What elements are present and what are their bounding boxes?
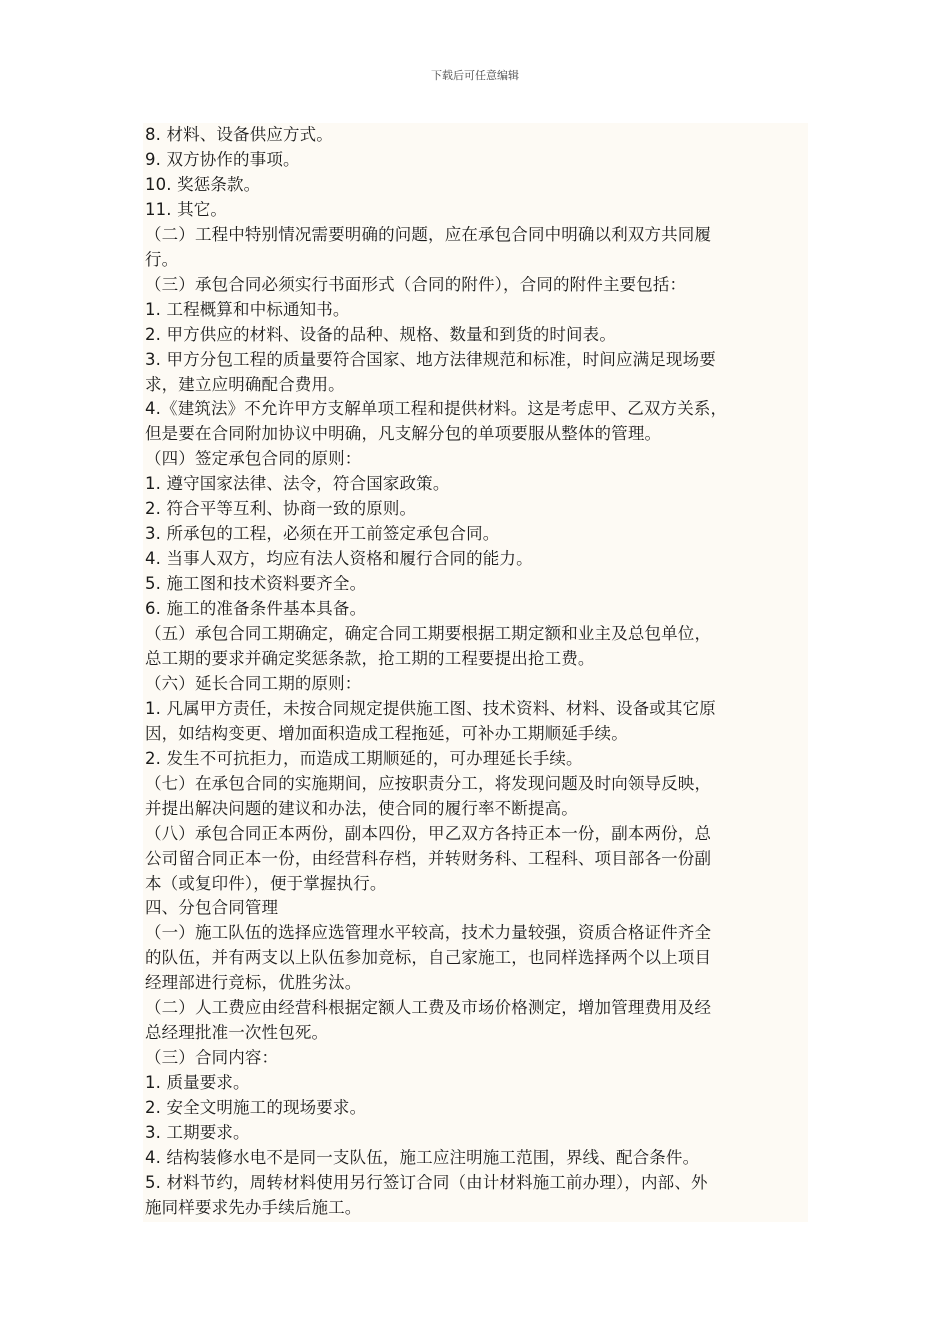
document-line: 4. 当事人双方，均应有法人资格和履行合同的能力。 [145, 549, 533, 569]
document-body [143, 123, 808, 1222]
document-line: （二）工程中特别情况需要明确的问题，应在承包合同中明确以利双方共同履 [145, 224, 712, 244]
document-line: 8. 材料、设备供应方式。 [145, 125, 333, 144]
document-line: （八）承包合同正本两份，副本四份，甲乙双方各持正本一份，副本两份，总 [145, 823, 712, 843]
document-line: 因，如结构变更、增加面积造成工程拖延，可补办工期顺延手续。 [145, 723, 628, 743]
document-line: （三）合同内容： [145, 1048, 279, 1068]
document-line: 本（或复印件），便于掌握执行。 [145, 873, 387, 893]
document-line: （一）施工队伍的选择应选管理水平较高，技术力量较强，资质合格证件齐全 [145, 923, 712, 943]
document-line: 经理部进行竞标，优胜劣汰。 [145, 973, 362, 993]
document-line: （二）人工费应由经营科根据定额人工费及市场价格测定，增加管理费用及经 [145, 998, 712, 1018]
document-line: （四）签定承包合同的原则： [145, 449, 362, 469]
document-line: 5. 施工图和技术资料要齐全。 [145, 574, 367, 594]
document-line: 4. 结构装修水电不是同一支队伍，施工应注明施工范围，界线、配合条件。 [145, 1147, 700, 1167]
document-line: 总工期的要求并确定奖惩条款，抢工期的工程要提出抢工费。 [145, 648, 595, 668]
document-line: （六）延长合同工期的原则： [145, 673, 362, 693]
document-line: 2. 安全文明施工的现场要求。 [145, 1098, 367, 1118]
document-line: 6. 施工的准备条件基本具备。 [145, 599, 367, 619]
document-line: 公司留合同正本一份，由经营科存档，并转财务科、工程科、项目部各一份副 [145, 848, 712, 868]
document-line: 但是要在合同附加协议中明确，凡支解分包的单项要服从整体的管理。 [145, 424, 662, 444]
document-line: （七）在承包合同的实施期间，应按职责分工，将发现问题及时向领导反映， [145, 773, 712, 793]
document-line: 11. 其它。 [145, 199, 228, 219]
document-line: 5. 材料节约，周转材料使用另行签订合同（由计材料施工前办理），内部、外 [145, 1172, 708, 1192]
document-line: （三）承包合同必须实行书面形式（合同的附件），合同的附件主要包括： [145, 274, 687, 294]
document-line: 总经理批准一次性包死。 [145, 1023, 329, 1043]
document-line: 2. 符合平等互利、协商一致的原则。 [145, 499, 417, 519]
document-line: 3. 所承包的工程，必须在开工前签定承包合同。 [145, 524, 500, 544]
document-line: 10. 奖惩条款。 [145, 174, 261, 194]
document-line: 行。 [145, 249, 179, 269]
document-line: 2. 发生不可抗拒力，而造成工期顺延的，可办理延长手续。 [145, 748, 583, 768]
document-line: 施同样要求先办手续后施工。 [145, 1197, 362, 1217]
document-line: 4.《建筑法》不允许甲方支解单项工程和提供材料。这是考虑甲、乙双方关系， [145, 399, 728, 419]
document-line: 求，建立应明确配合费用。 [145, 374, 345, 394]
document-line: 1. 遵守国家法律、法令，符合国家政策。 [145, 474, 450, 494]
document-line: 四、分包合同管理 [145, 898, 279, 918]
document-line: （五）承包合同工期确定，确定合同工期要根据工期定额和业主及总包单位， [145, 624, 712, 643]
document-line: 3. 甲方分包工程的质量要符合国家、地方法律规范和标准，时间应满足现场要 [145, 349, 716, 369]
document-line: 1. 凡属甲方责任，未按合同规定提供施工图、技术资料、材料、设备或其它原 [145, 698, 716, 718]
document-line: 3. 工期要求。 [145, 1123, 250, 1142]
document-line: 的队伍，并有两支以上队伍参加竞标，自己家施工，也同样选择两个以上项目 [145, 948, 712, 968]
document-line: 1. 工程概算和中标通知书。 [145, 299, 350, 319]
document-line: 1. 质量要求。 [145, 1073, 250, 1093]
document-line: 并提出解决问题的建议和办法，使合同的履行率不断提高。 [145, 798, 578, 818]
document-line: 2. 甲方供应的材料、设备的品种、规格、数量和到货的时间表。 [145, 324, 616, 344]
page-header: 下载后可任意编辑 [431, 69, 519, 82]
document-line: 9. 双方协作的事项。 [145, 149, 300, 169]
